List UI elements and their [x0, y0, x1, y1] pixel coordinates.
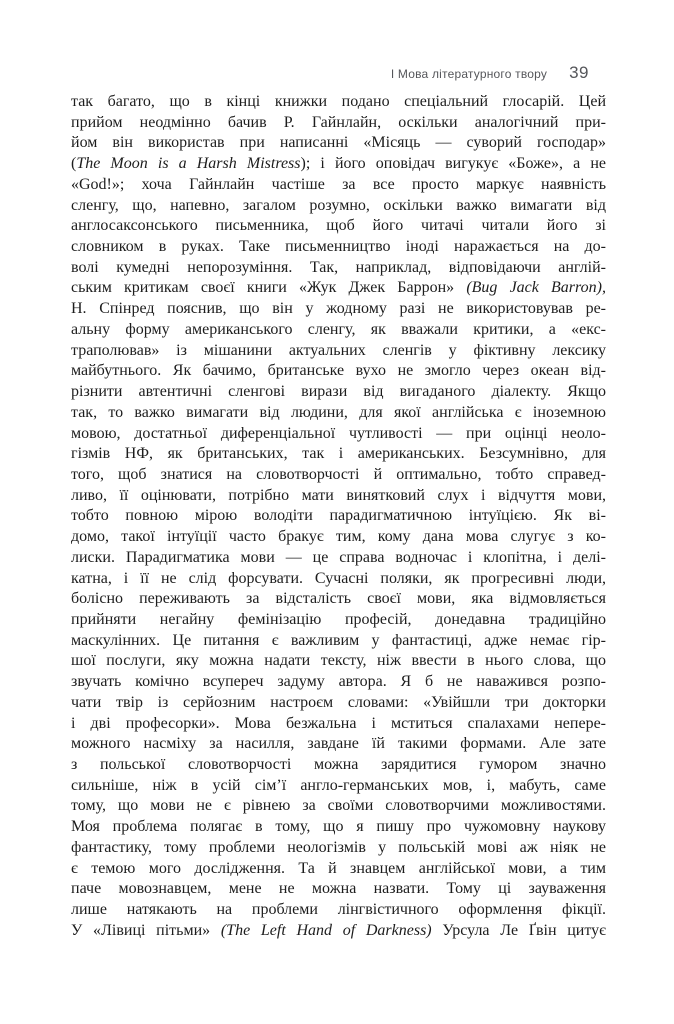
text-line [71, 714, 606, 735]
text-segment: тобто повною мірою володіти парадигматичною інтуїцією. Як ві- [71, 507, 606, 525]
text-segment: так, то важко вимагати від людини, для якої англійська є іноземною [71, 403, 606, 421]
text-line [71, 278, 606, 299]
text-segment: прийом неодмінно бачив Р. Гайнлайн, оскільки аналогічний при- [71, 113, 606, 131]
text-line [71, 672, 606, 693]
text-line [71, 734, 606, 755]
text-segment: лиски. Парадигматика мови — це справа водночас і клопітна, і делі- [71, 548, 606, 566]
text-segment: болісно переживають за відсталість своєї мови, яка відмовляється [71, 590, 606, 608]
text-line [71, 424, 606, 445]
text-line [71, 610, 606, 631]
text-line [71, 879, 606, 900]
text-line [71, 755, 606, 776]
text-line [71, 258, 606, 279]
text-line [71, 465, 606, 486]
text-segment: звучать комічно всупереч задуму автора. Я б не наважився розпо- [71, 673, 606, 691]
text-segment-italic: (The Left Hand of Darkness) [220, 921, 432, 939]
text-segment: лише натякають на проблеми лінгвістичного оформлення фікції. [71, 901, 606, 919]
text-segment: фантастику, тому проблеми неологізмів у польській мові аж ніяк не [71, 838, 606, 856]
text-line [71, 216, 606, 237]
text-segment: різнити автентичні сленгові вирази від вигаданого діалекту. Якщо [71, 383, 606, 401]
text-line [71, 444, 606, 465]
text-line [71, 631, 606, 652]
text-line [71, 382, 606, 403]
text-line [71, 921, 606, 942]
text-segment: тому, що мови не є рівнею за своїми словотворчими можливостями. [71, 797, 606, 815]
text-line [71, 154, 606, 175]
text-segment: чати твір із серйозним настроєм словами: «Увійшли три докторки [71, 693, 606, 711]
text-segment: шої послуги, яку можна надати тексту, ніж ввести в нього слова, що [71, 652, 606, 670]
text-segment: ським критикам своєї книги «Жук Джек Баррон» [71, 279, 467, 297]
text-line [71, 838, 606, 859]
text-line [71, 299, 606, 320]
text-segment: словником в руках. Таке письменництво іноді наражається на до- [71, 238, 606, 256]
text-line [71, 320, 606, 341]
text-segment: є темою мого дослідження. Та й знавцем англійської мови, а тим [71, 859, 606, 877]
text-segment: сильніше, ніж в усій сім’ї англо-германських мов, і, мабуть, саме [71, 776, 606, 794]
text-segment: прийняти негайну фемінізацію професій, донедавна традиційно [71, 610, 606, 628]
text-segment: Моя проблема полягає в тому, що я пишу про чужомовну наукову [71, 818, 606, 836]
text-line [71, 92, 606, 113]
running-header-title: І Мова літературного твору [390, 67, 548, 81]
text-segment: мовою, достатньої диференціальної чутливості — при оцінці неоло- [71, 424, 606, 442]
text-line [71, 859, 606, 880]
text-line [71, 237, 606, 258]
text-segment: з польської словотворчості можна зарядитися гумором значно [71, 756, 606, 773]
text-segment-italic: (Bug Jack Barron), [466, 279, 606, 297]
text-line [71, 776, 606, 797]
text-line [71, 403, 606, 424]
text-line [71, 693, 606, 714]
text-segment: маскулінних. Це питання є важливим у фантастиці, адже немає гір- [71, 631, 606, 649]
text-line [71, 548, 606, 569]
text-line [71, 796, 606, 817]
text-line [71, 817, 606, 838]
text-segment: англосаксонського письменника, щоб його читачі читали його зі [71, 217, 606, 235]
text-line [71, 341, 606, 362]
text-segment: катна, і її не слід форсувати. Сучасні поляки, як прогресивні люди, [71, 569, 606, 587]
text-segment: Урсула Ле Ґвін цитує [431, 921, 606, 939]
text-segment: Н. Спінред пояснив, що він у жодному разі не використовував ре- [71, 300, 606, 318]
text-segment: ( [71, 155, 77, 173]
text-segment: йом він використав при написанні «Місяць — суворий господар» [71, 134, 606, 152]
text-segment: ); і його оповідач вигукує «Боже», а не [300, 155, 606, 173]
text-line [71, 589, 606, 610]
text-line [71, 486, 606, 507]
text-segment: паче мовознавцем, мене не можна назвати. Тому ці зауваження [71, 880, 606, 898]
text-line [71, 196, 606, 217]
running-header [0, 63, 589, 83]
text-segment: альну форму американського сленгу, як вважали критики, а «екс- [71, 320, 606, 338]
text-segment: ливо, її оцінювати, потрібно мати винятковий слух і відчуття мови, [71, 486, 606, 504]
text-segment: майбутнього. Як бачимо, британське вухо не змогло через океан від- [71, 362, 606, 380]
text-segment-italic: The Moon is a Harsh Mistress [76, 155, 301, 173]
body-text [71, 92, 606, 941]
text-line [71, 113, 606, 134]
text-line [71, 900, 606, 921]
text-segment: так багато, що в кінці книжки подано спеціальний глосарій. Цей [71, 93, 606, 110]
text-line [71, 361, 606, 382]
text-segment: «God!»; хоча Гайнлайн частіше за все просто маркує наявність [71, 175, 606, 193]
text-segment: волі кумедні непорозуміння. Так, наприклад, відповідаючи англій- [71, 258, 606, 276]
text-line [71, 506, 606, 527]
text-line [71, 175, 606, 196]
text-segment: У «Лівиці пітьми» [71, 921, 221, 939]
text-segment: і дві професорки». Мова безжальна і мститься спалахами непере- [71, 714, 606, 732]
text-segment: сленгу, що, напевно, загалом розумно, оскільки важко вимагати від [71, 196, 606, 214]
text-segment: можного насміху за насилля, завдане їй такими формами. Але зате [71, 735, 606, 753]
text-line [71, 651, 606, 672]
text-segment: траполював» із мішанини актуальних сленгів у фіктивну лексику [71, 341, 606, 359]
text-segment: гізмів НФ, як британських, так і американських. Безсумнівно, для [71, 445, 606, 463]
text-segment: того, щоб знатися на словотворчості й оптимально, тобто справед- [71, 465, 606, 483]
text-line [71, 133, 606, 154]
page-number: 39 [569, 63, 589, 82]
text-line [71, 527, 606, 548]
text-segment: домо, такої інтуїції часто бракує тим, кому дана мова слугує з ко- [71, 528, 606, 546]
text-line [71, 569, 606, 590]
